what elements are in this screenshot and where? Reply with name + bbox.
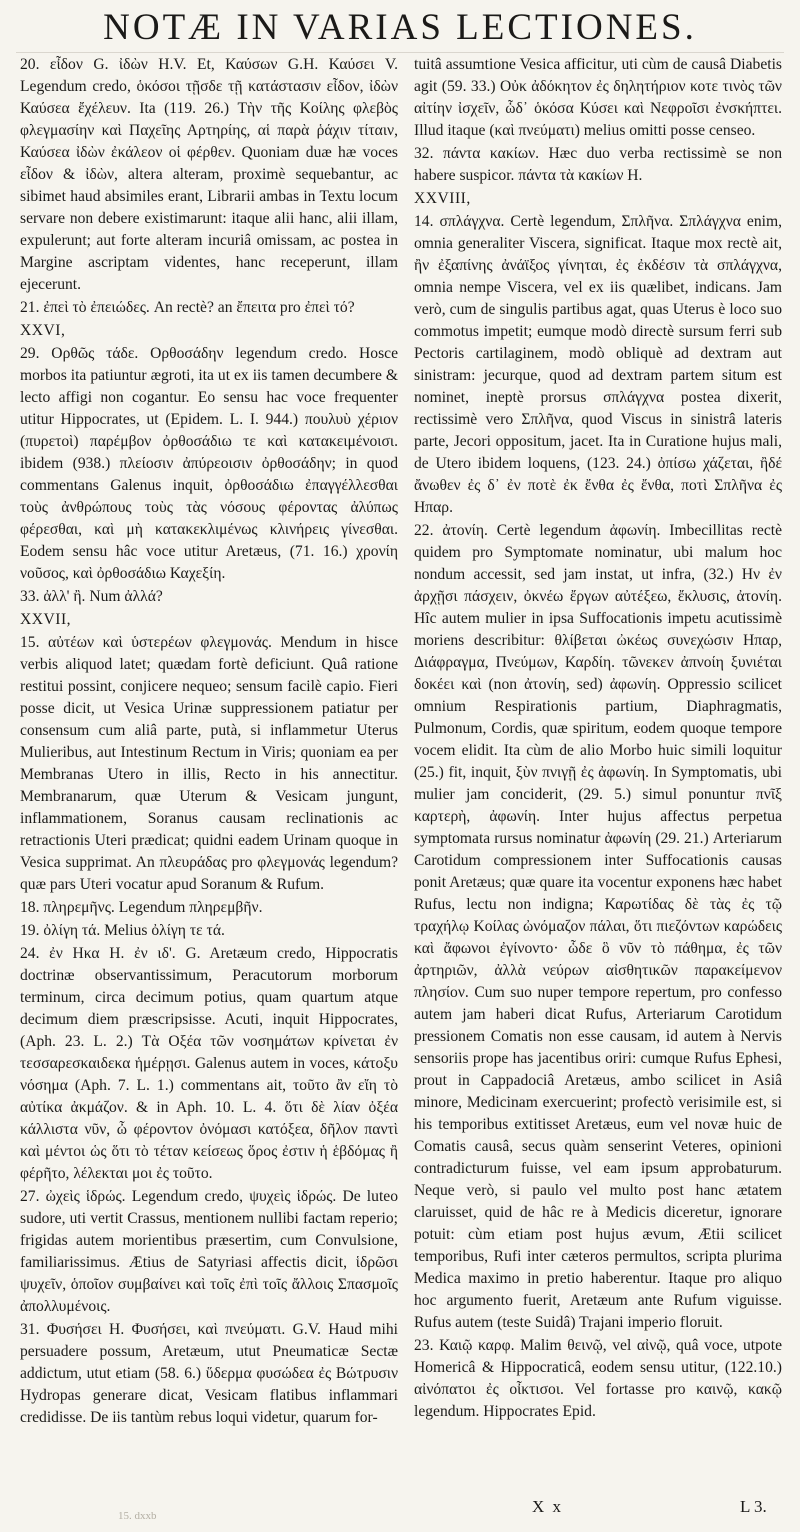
note-paragraph: 20. εἶδον G. ἰδὼν H.V. Et, Καύσων G.H. Καύσει V. Legendum credo, ὁκόσοι τῇσδε τῇ κατάστασιν εἶδον, ἰδὼν Καύσεα ἔχέλευν. Ita (119. 26.) Τὴν τῆς Κοίλης φλεβὸς φλεγμασίην καὶ Παχεῖης Αρτηρίης, αἱ παρὰ ῥάχιν τίταιν, Καύσεα ἰδὼν ἐκάλεον οἱ φέρθεν. Quoniam duæ hæ voces εἶδον & ἰδὼν, altera alteram, proximè sequebantur, ac sibimet haud absimiles erant, Librarii ambas in Textu locum servare non debere existimarunt: itaque alii hanc, alii illam, expulerunt; aut forte alteram incuriâ omissam, ac postea in Margine ascriptam videntes, hanc receperunt, illam ejecerunt. <box>20 56 398 293</box>
note-paragraph: 21. ἐπεὶ τὸ ἐπειώδες. An rectè? an ἔπειτα pro ἐπεὶ τό? <box>20 299 355 316</box>
faint-stamp: 15. dxxb <box>118 1510 157 1522</box>
note-paragraph: 19. ὀλίγη τά. Melius ὀλίγη τε τά. <box>20 922 225 939</box>
note-paragraph: 32. πάντα κακίων. Hæc duo verba rectissimè se non habere suspicor. πάντα τὰ κακίων H. <box>414 145 782 184</box>
signature-mark: X x <box>532 1497 564 1516</box>
right-column <box>414 54 782 1424</box>
title-rule <box>16 52 784 53</box>
note-paragraph: 29. Ορθῶς τάδε. Ορθοσάδην legendum credo. Hosce morbos ita patiuntur ægroti, ita ut ex iis tamen decumbere & lecto affigi non cogantur. Eo sensu hac voce frequenter utitur Hippocrates, ut (Epidem. L. I. 944.) πουλυὺ χέριον (πυρετοὶ) παρέμβον ὀρθοσάδιω τε καὶ κατακειμένοισι. ibidem (938.) πλείοσιν ἀπύρεοισιν ὀρθοσάδην; in quod commentans Galenus inquit, ὀρθοσάδιω ἐπαγγέλλεσθαι τοὺς ἀνθρώπους τοὺς τὰς νόσους φέροντας ἀλύπως φέρεσθαι, καὶ μὴ κατακεκλιμένως κλινήρεις γίνεσθαι. Eodem sensu hâc voce utitur Aretæus, (71. 16.) χρονίη νοῦσος, καὶ ὀρθοσάδιω Καχεξίη. <box>20 345 398 582</box>
left-column <box>20 54 398 1430</box>
note-paragraph: 31. Φυσήσει H. Φυσήσει, καὶ πνεύματι. G.V. Haud mihi persuadere possum, Aretæum, utut Pneumaticæ Sectæ addictum, utut etiam (58. 6.) ὕδερμα φυσώδεα ἐς Βώτρυσιν Hydropas generare dicat, Vesicam flatibus inflammari credidisse. De iis tantùm rebus loqui videtur, quarum for- <box>20 1321 398 1426</box>
note-paragraph: 18. πληρεμῆνς. Legendum πληρεμβῆν. <box>20 899 263 916</box>
note-paragraph: tuitâ assumtione Vesica afficitur, uti cùm de causâ Diabetis agit (59. 33.) Οὐκ ἀδόκητον ἐς δηλητήριον κοτε τινὸς τῶν αἰτίην ἰσχεῖν, ὧδ᾽ ὁκόσα Κύσει καὶ Νεφροῖσι ἐνσκήπτει. Illud itaque (καὶ πνεύματι) melius omitti posse censeo. <box>414 56 782 139</box>
note-paragraph: 15. αὐτέων καὶ ὑστερέων φλεγμονάς. Mendum in hisce verbis aliquod latet; quædam fortè deficiunt. Quâ ratione restitui possint, conjicere nequeo; sensum facilè capio. Fieri posse dicit, ut Vesica Urinæ suppressionem patiatur per consensum cum aliâ parte, putà, si inflammetur Uterus Mulieribus, aut Intestinum Rectum in Viris; quoniam ea per Membranas Utero in illis, Recto in his annectitur. Membranarum, quæ Uterum & Vesicam jungunt, inflammationem, Soranus causam reclinationis ac retractionis Uteri prædicat; quidni eadem Urinam quoque in Vesica supprimat. An πλευράδας pro φλεγμονάς legendum? quæ pars Uteri vocatur apud Soranum & Rufum. <box>20 634 398 893</box>
section-heading: XXVI, <box>20 322 66 339</box>
page-reference: L 3. <box>740 1497 767 1516</box>
page-title: NOTÆ IN VARIAS LECTIONES. <box>103 7 697 48</box>
note-paragraph: 22. ἀτονίη. Certè legendum ἀφωνίη. Imbecillitas rectè quidem pro Symptomate nominatur, ubi malum hoc nondum accessit, sed jam instat, ut infra, (32.) Ην ἐν ἀρχῇσι πάσχειν, ὀκνέω ἔργων αὐτέξεω, ἔκλυσις, ἀτονίη. Hîc autem mulier in ipsa Suffocationis impetu acutissimè moriens describitur: θλίβεται ὠκέως συνεχώσιν Ηπαρ, Διάφραγμα, Πνεύμων, Καρδίη. τῶνεκεν ἀπνοίη ξυνιέται δοκέει καὶ (non ἀτονίη, sed) ἀφωνίη. Oppressio scilicet omnium Respirationis partium, Diaphragmatis, Pulmonum, Cordis, quæ spiritum, eodem quoque tempore vocem elidit. Ita cùm de alio Morbo huic simili loquitur (25.) fit, inquit, ξὺν πνιγῇ ἐς ἀφωνίη. In Symptomatis, ubi mulier jam conciderit, (29. 5.) simul ponuntur πνῖξ καρτερὴ, ἀφωνίη. Inter hujus affectus perpetua symptomata rursus nominatur ἀφωνίη (29. 21.) Arteriarum Carotidum compressionem inter Suffocationis causas ponit Aretæus; quæ quare ita vocentur exponens hæc habet Rufus, lectu non indigna; Καρωτίδας δὲ τὰς ἐς τῷ τραχήλῳ Κοίλας ὠνόμαζον πάλαι, ὅτι πιεζόντων καρώδεις καὶ ἄφωνοι ἐγίνοντο· ὧδε ὃ νῦν τὸ πάθημα, ἐς τῶν ἀρτηριῶν, ἀλλὰ νεύρων αἰσθητικῶν παρακείμενον πλησίον. Cum suo nuper tempore repertum, pro confesso autem jam haberi dicat Rufus, Arteriarum Carotidum pressionem Comatis non esse causam, id autem à Nervis sensoriis prope has jacentibus oriri: cumque Rufus Ephesi, prout in Cappadociâ Aretæus, ambo scilicet in Asiâ minore, Medicinam exercuerint; profectò verisimile est, si his temporibus extitisset Aretæus, eum vel novæ huic de Comatis causâ, secus quàm senserint Veteres, opinioni contradicturum fuisse, vel eam ipsum approbaturum. Neque verò, si paulo vel multo post hanc ætatem claruisset, quid de hâc re à Medicis diceretur, ignorare potuit: cùm etiam post hujus ævum, Ætii scilicet temporibus, Rufi inter cæteros permultos, scripta plurima Medica maximo in pretio haberentur. Itaque pro aliquo hoc argumento fuerit, Aretæum ante Rufum viguisse. Rufus autem (teste Suidâ) Trajani imperio floruit. <box>414 522 782 1331</box>
note-paragraph: 33. ἀλλ' ἢ. Num ἀλλά? <box>20 588 163 605</box>
section-heading: XXVII, <box>20 611 72 628</box>
section-heading: XXVIII, <box>414 190 471 207</box>
note-paragraph: 23. Καιῷ καρφ. Malim θεινῷ, vel αἰνῷ, quâ voce, utpote Homericâ & Hippocraticâ, eodem sensu utitur, (122.10.) αἰνόπατοι ἐς οἶκτισοι. Vel fortasse pro καινῷ, κακῷ legendum. Hippocrates Epid. <box>414 1337 782 1420</box>
note-paragraph: 14. σπλάγχνα. Certè legendum, Σπλῆνα. Σπλάγχνα enim, omnia generaliter Viscera, significat. Itaque mox rectè ait, ἢν ἐξαπίνης ἀνάϊξος γίνηται, ἐς ἐκδέσιν τὰ σπλάγχνα, omnia nempe Viscera, vel ex iis quælibet, indicans. Jam verò, cum de singulis partibus agat, quas Uterus è loco suo commotus impetit; eumque modò directè sursum ferri sub Pectoris cartilaginem, modò obliquè ad dextram aut sinistram: jecurque, quod ad dextram partem situm est nominet, ineptè prorsus σπλάγχνα postea dixerit, rectissimè vero Σπλῆνα, quod Viscus in sinistrâ lateris parte, Jecori oppositum, jacet. Ita in Curatione hujus mali, de Utero ibidem loquens, (123. 24.) ὀπίσω χάζεται, ἢδέ ἄνωθεν ἐς δ᾽ ἐν ποτὲ ἐκ ἔνθα ἐς ἔνθα, ποτὶ Σπλῆνα ἐς Ηπαρ. <box>414 213 782 516</box>
note-paragraph: 24. ἐν Ηκα H. ἐν ιδ'. G. Aretæum credo, Hippocratis doctrinæ observantissimum, Peracutorum morborum terminum, circa decimum potius, quam quartum atque decimum diem præscripsisse. Acuti, inquit Hippocrates, (Aph. 23. L. 2.) Τὰ Οξέα τῶν νοσημάτων κρίνεται ἐν τεσσαρεσκαιδεκα ἡμέρῃσι. Galenus autem in voces, κάτοξυ νόσημα (Aph. 7. L. 1.) commentans ait, τοῦτο ἂν εἴη τὸ αὐτίκα ἀκμάζον. & in Aph. 10. L. 4. ὅτι δὲ λίαν ὀξέα κάλλιστα νῦν, ὦ φέροντον ὀνόμασι κατόξεα, δῆλον παντὶ καὶ μέντοι ὡς ὅτι τὸ τέταν κείσεως ὅρος ἐστιν ἡ ἑβδόμας ἢ φέρῆτο, λέλεκται μοι ἐς τοῦτο. <box>20 945 398 1182</box>
note-paragraph: 27. ὠχεὶς ἱδρώς. Legendum credo, ψυχεὶς ἱδρώς. De luteo sudore, uti vertit Crassus, mentionem nullibi factam reperio; frigidas autem morientibus præsertim, cum Convulsione, familiarissimus. Ætius de Satyriasi affectis dicit, ἱδρῶσι ψυχεῖν, ὁποῖον συμβαίνει καὶ τοῖς ἐπὶ τοῖς ἄλλοις Σπασμοῖς ἀπολλυμένοις. <box>20 1188 398 1315</box>
